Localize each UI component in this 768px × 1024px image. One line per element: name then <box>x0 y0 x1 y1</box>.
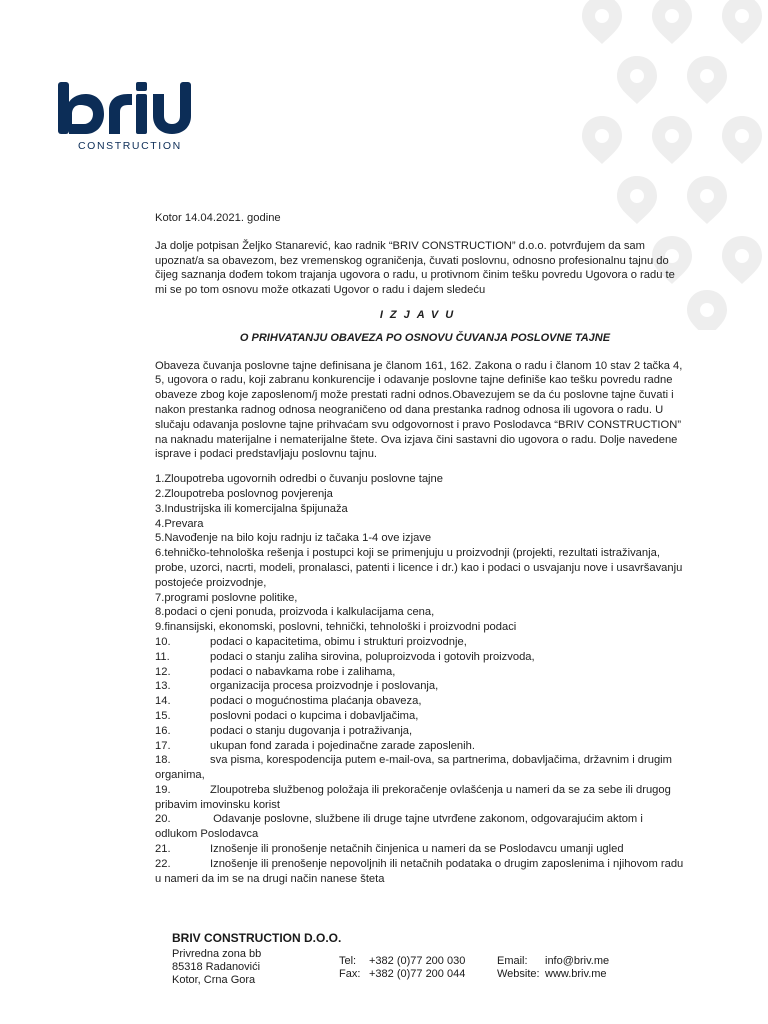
fax-label: Fax: <box>339 968 361 980</box>
list-item-text: Iznošenje ili pronošenje netačnih činjenica u nameri da se Poslodavcu umanji ugled <box>210 843 624 856</box>
list-item <box>155 709 685 724</box>
list-item: 1.Zloupotreba ugovornih odredbi o čuvanju poslovne tajne <box>155 473 443 486</box>
email-label: Email: <box>497 955 528 967</box>
obligation-paragraph: Obaveza čuvanja poslovne tajne definisana je članom 161, 162. Zakona o radu i članom 10 stav 2 tačka 4, 5, ugovora o radu, koji zabranu konkurencije i odavanje poslovne tajne definiše kao tešku povredu radne obaveze zbog koje zaposlenom/j može prestati radni odnos.Obavezujem se da ću poslovne tajne čuvati i nakon prestanka radnog odnosa neograničeno od dana prestanka radnog odnosa ili ugovora o radu. U slučaju odavanja poslovne tajne prihvaćam svu odgovornost i pravo Poslodavca “BRIV CONSTRUCTION” na naknadu materijalne i nematerijalne štete. Ova izjava čini sastavni dio ugovora o radu. Dolje navedene isprave i podaci predstavljaju poslovnu tajnu. <box>155 359 683 461</box>
list-item: 2.Zloupotreba poslovnog povjerenja <box>155 487 333 500</box>
list-item <box>155 739 685 754</box>
document-date: Kotor 14.04.2021. godine <box>155 212 281 224</box>
list-item-number: 12. <box>155 665 171 678</box>
list-item-number: 10. <box>155 635 171 648</box>
footer-address-line: 85318 Radanovići <box>172 961 261 973</box>
list-item-number: 15. <box>155 709 171 722</box>
logo-subtitle: CONSTRUCTION <box>78 140 182 152</box>
list-item-text: Iznošenje ili prenošenje nepovoljnih ili netačnih podataka o drugim zaposlenima i njihovom radu u nameri da im se na drugi način nanese šteta <box>155 857 684 885</box>
footer-company-name: BRIV CONSTRUCTION D.O.O. <box>172 931 342 945</box>
website-label: Website: <box>497 968 540 980</box>
list-item: 7.programi poslovne politike, <box>155 591 298 604</box>
list-item <box>155 753 685 783</box>
list-item-text: podaci o stanju zaliha sirovina, poluproizvoda i gotovih proizvoda, <box>210 650 535 663</box>
list-item <box>155 842 685 857</box>
list-item-number: 22. <box>155 857 171 870</box>
list-item-number: 17. <box>155 739 171 752</box>
footer-phone-block <box>339 955 465 981</box>
list-item <box>155 635 685 650</box>
list-item-number: 18. <box>155 754 171 767</box>
list-item: 9.finansijski, ekonomski, poslovni, tehnički, tehnološki i proizvodni podaci <box>155 621 517 634</box>
list-item-number: 14. <box>155 695 171 708</box>
footer-address-line: Privredna zona bb <box>172 948 262 960</box>
list-item: 5.Navođenje na bilo koju radnju iz tačaka 1-4 ove izjave <box>155 532 432 545</box>
list-item: 8.podaci o cjeni ponuda, proizvoda i kalkulacijama cena, <box>155 606 435 619</box>
list-item: 4.Prevara <box>155 517 204 530</box>
list-item <box>155 694 685 709</box>
declaration-title: IZJAVU <box>379 308 461 321</box>
list-item-number: 19. <box>155 783 171 796</box>
declaration-subtitle: O PRIHVATANJU OBAVEZA PO OSNOVU ČUVANJA POSLOVNE TAJNE <box>239 331 611 344</box>
fax-value: +382 (0)77 200 044 <box>369 968 466 980</box>
list-item-number: 20. <box>155 813 171 826</box>
list-item-text: podaci o stanju dugovanja i potraživanja, <box>210 724 413 737</box>
tel-label: Tel: <box>339 955 357 967</box>
document-body <box>155 211 685 886</box>
list-item-text: Zloupotreba službenog položaja ili prekoračenje ovlašćenja u nameri da se za sebe ili drugog pribavim imovinsku korist <box>155 783 671 811</box>
list-item <box>155 650 685 665</box>
website-value[interactable]: www.briv.me <box>545 968 607 980</box>
list-item-text: podaci o kapacitetima, obimu i strukturi proizvodnje, <box>210 635 467 648</box>
list-item <box>155 857 685 887</box>
list-item: 3.Industrijska ili komercijalna špijunaža <box>155 502 348 515</box>
list-item-text: podaci o nabavkama robe i zalihama, <box>210 665 396 678</box>
list-item-number: 13. <box>155 680 171 693</box>
list-item <box>155 679 685 694</box>
list-item-text: poslovni podaci o kupcima i dobavljačima, <box>210 709 419 722</box>
list-item <box>155 783 685 813</box>
list-item-text: podaci o mogućnostima plaćanja obaveza, <box>210 695 422 708</box>
briv-logo-mark <box>56 80 206 138</box>
letterhead-footer <box>172 931 622 987</box>
list-item-number: 21. <box>155 843 171 856</box>
list-item-text: sva pisma, korespodencija putem e-mail-ova, sa partnerima, dobavljačima, državnim i drugim organima, <box>155 754 672 782</box>
list-item: 6.tehničko-tehnološka rešenja i postupci koji se primenjuju u proizvodnji (projekti, rezultati istraživanja, probe, uzorci, nacrti, modeli, pronalasci, patenti i licence i dr.) kao i podaci o usvajanju nove i usavršavanju postojeće proizvodnje, <box>155 547 683 589</box>
list-item <box>155 812 685 842</box>
list-item-number: 11. <box>155 650 170 663</box>
company-logo <box>56 80 206 155</box>
list-item <box>155 665 685 680</box>
footer-address-line: Kotor, Crna Gora <box>172 974 256 986</box>
footer-web-block <box>497 955 609 981</box>
tel-value: +382 (0)77 200 030 <box>369 955 466 967</box>
secret-items-list <box>155 472 685 886</box>
intro-paragraph: Ja dolje potpisan Željko Stanarević, kao radnik “BRIV CONSTRUCTION” d.o.o. potvrđujem da sam upoznat/a sa obavezom, bez vremenskog ograničenja, čuvati poslovnu, odnosno profesionalnu tajnu do čijeg saznanja dođem tokom trajanja ugovora o radu, u protivnom činim tešku povredu Ugovora o radu te mi se po tom osnovu može otkazati Ugovor o radu i dajem sledeću <box>155 239 675 297</box>
list-item-text: ukupan fond zarada i pojedinačne zarade zaposlenih. <box>210 739 475 752</box>
list-item <box>155 724 685 739</box>
list-item-text: Odavanje poslovne, službene ili druge tajne utvrđene zakonom, odgovarajućim aktom i odlukom Poslodavca <box>155 813 643 841</box>
list-item-text: organizacija procesa proizvodnje i poslovanja, <box>210 680 439 693</box>
list-item-number: 16. <box>155 724 171 737</box>
email-value[interactable]: info@briv.me <box>545 955 610 967</box>
